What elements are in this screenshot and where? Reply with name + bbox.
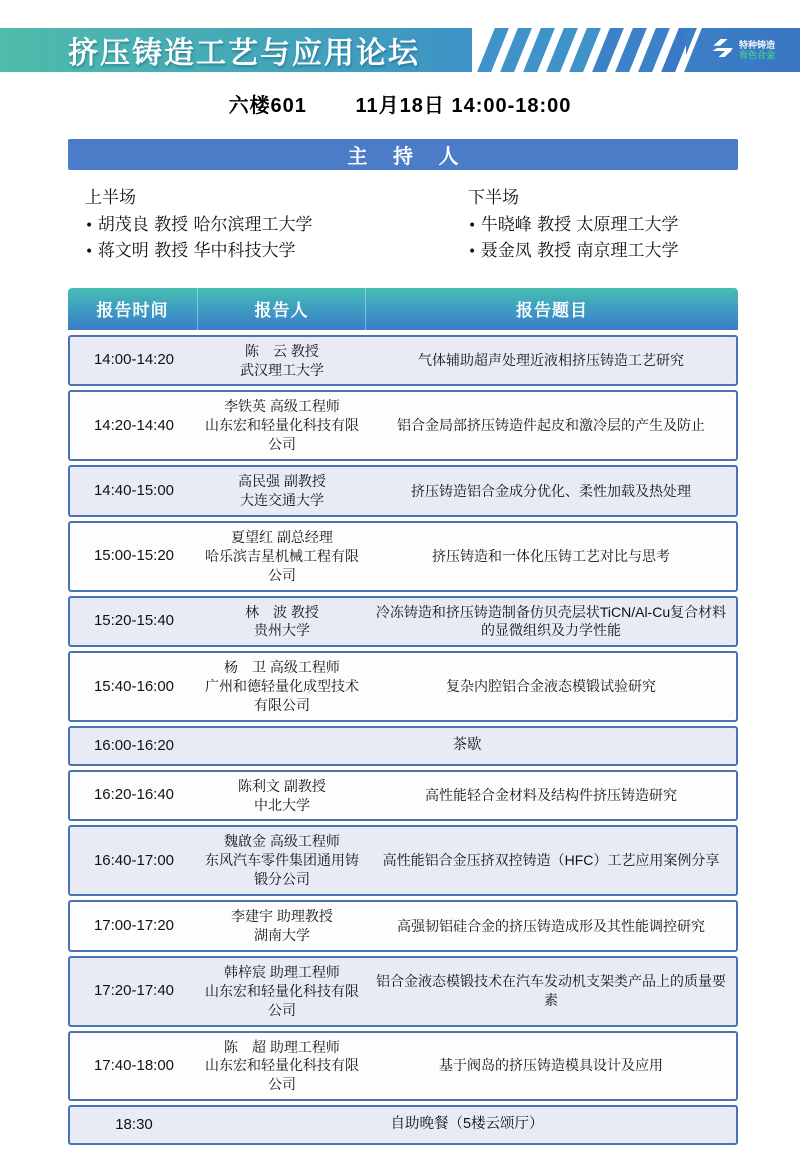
moderator-item: • 胡茂良 教授 哈尔滨理工大学 [85,212,468,238]
row-title: 基于阀岛的挤压铸造模具设计及应用 [439,1057,663,1074]
moderators-banner-label: 主 持 人 [347,146,469,168]
schedule-table [68,288,738,1145]
first-half-label: 上半场 [85,188,136,208]
row-time: 14:20-14:40 [93,416,175,434]
speaker-organization: 中北大学 [254,796,310,813]
table-row [68,1105,738,1145]
session-datetime: 11月18日 14:00-18:00 [355,95,572,117]
row-title: 气体辅助超声处理近液相挤压铸造工艺研究 [418,352,684,369]
table-row [68,521,738,592]
forum-banner [0,28,800,72]
table-row [68,390,738,461]
row-time: 14:00-14:20 [93,351,175,369]
table-row [68,596,738,648]
forum-title: 挤压铸造工艺与应用论坛 [68,37,420,70]
table-row [68,770,738,822]
table-row [68,335,738,387]
row-time: 15:00-15:20 [93,547,175,565]
brand-logo-icon [711,38,735,63]
row-speaker [198,1033,366,1100]
speaker-name: 林 波 教授 [245,603,319,620]
row-time: 17:00-17:20 [93,916,175,934]
diagonal-stripes-decoration [472,28,686,72]
table-row [68,825,738,896]
speaker-name: 杨 卫 高级工程师 [224,659,340,676]
row-title: 自助晚餐（5楼云颂厅） [390,1116,544,1133]
speaker-name: 李建宇 助理教授 [231,908,333,925]
column-header-speaker: 报告人 [198,288,366,330]
speaker-organization: 大连交通大学 [240,492,324,509]
row-speaker [198,827,366,894]
moderators-first-half [68,183,468,265]
speaker-organization: 东风汽车零件集团通用铸锻分公司 [205,852,359,888]
moderators-banner [68,139,738,170]
row-speaker [198,653,366,720]
column-header-title: 报告题目 [516,301,588,321]
speaker-organization: 山东宏和轻量化科技有限公司 [205,982,359,1018]
row-time: 17:20-17:40 [93,982,175,1000]
row-title: 铝合金局部挤压铸造件起皮和激冷层的产生及防止 [397,417,705,434]
speaker-organization: 贵州大学 [254,622,310,639]
row-speaker [198,337,366,385]
speaker-name: 韩梓宸 助理工程师 [224,963,340,980]
row-speaker [198,772,366,820]
row-time: 15:40-16:00 [93,677,175,695]
row-time: 14:40-15:00 [93,481,175,499]
moderator-item: • 牛晓峰 教授 太原理工大学 [468,212,738,238]
brand-line-1: 特种铸造 [738,39,775,50]
row-speaker [198,958,366,1025]
row-time: 16:40-17:00 [93,851,175,869]
row-time: 15:20-15:40 [93,612,175,630]
row-speaker [198,902,366,950]
table-row [68,651,738,722]
row-speaker [198,392,366,459]
row-title: 铝合金液态模锻技术在汽车发动机支架类产品上的质量要素 [376,973,726,1009]
brand-line-2: 有色合金 [738,50,775,60]
table-row [68,1031,738,1102]
row-time: 18:30 [115,1115,153,1133]
row-title: 高性能轻合金材料及结构件挤压铸造研究 [425,787,677,804]
moderators-section [68,183,738,265]
row-title: 茶歇 [452,737,482,754]
table-row [68,956,738,1027]
speaker-organization: 山东宏和轻量化科技有限公司 [205,1057,359,1093]
second-half-label: 下半场 [468,188,519,208]
column-header-time: 报告时间 [68,288,198,330]
speaker-name: 陈利文 副教授 [238,777,326,794]
row-title: 高强韧铝硅合金的挤压铸造成形及其性能调控研究 [397,917,705,934]
table-row [68,900,738,952]
row-speaker [198,598,366,646]
brand-logo-text [739,40,775,61]
speaker-name: 陈 超 助理工程师 [224,1038,340,1055]
moderator-item: • 蒋文明 教授 华中科技大学 [85,238,468,264]
speaker-name: 陈 云 教授 [245,342,319,359]
row-title: 复杂内腔铝合金液态模锻试验研究 [446,678,656,695]
moderator-item: • 聂金凤 教授 南京理工大学 [468,238,738,264]
schedule-header-row [68,288,738,330]
moderators-second-half [468,183,738,265]
session-info [0,89,800,118]
table-row [68,726,738,766]
speaker-organization: 武汉理工大学 [240,361,324,378]
row-title: 高性能铝合金压挤双控铸造（HFC）工艺应用案例分享 [382,852,720,869]
speaker-name: 夏望红 副总经理 [231,528,333,545]
row-title: 挤压铸造和一体化压铸工艺对比与思考 [432,547,670,564]
brand-logo-block [686,28,800,72]
row-speaker [198,523,366,590]
row-title: 挤压铸造铝合金成分优化、柔性加载及热处理 [411,482,691,499]
speaker-organization: 山东宏和轻量化科技有限公司 [205,417,359,453]
speaker-organization: 广州和德轻量化成型技术有限公司 [205,678,359,714]
speaker-organization: 湖南大学 [254,926,310,943]
table-row [68,465,738,517]
row-time: 17:40-18:00 [93,1056,175,1074]
row-title: 冷冻铸造和挤压铸造制备仿贝壳层状TiCN/Al-Cu复合材料的显微组织及力学性能 [375,603,727,639]
speaker-name: 魏啟金 高级工程师 [224,833,340,850]
forum-banner-title-area [0,28,472,72]
row-speaker [198,467,366,515]
speaker-organization: 哈乐滨吉星机械工程有限公司 [205,547,359,583]
speaker-name: 李铁英 高级工程师 [224,398,340,415]
row-time: 16:00-16:20 [93,736,175,754]
speaker-name: 高民强 副教授 [238,473,326,490]
session-room: 六楼601 [228,95,307,117]
row-time: 16:20-16:40 [93,786,175,804]
schedule-body [68,335,738,1145]
